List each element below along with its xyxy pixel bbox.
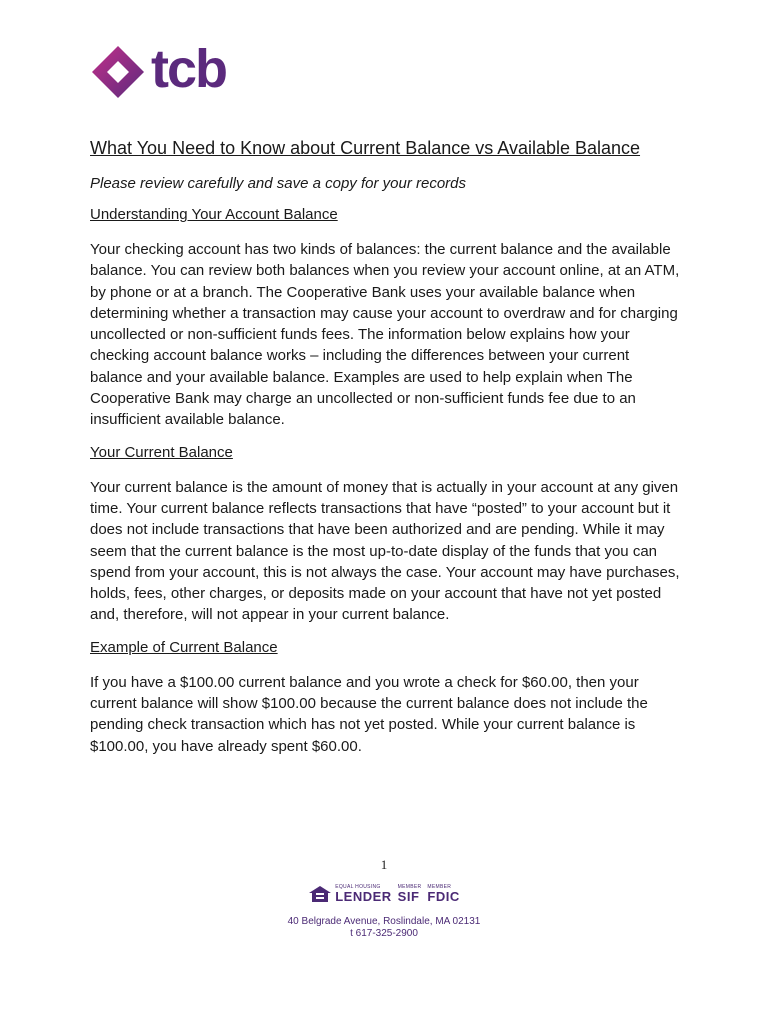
section-body-current-balance: Your current balance is the amount of money that is actually in your account at any given time. Your current balance reflects transactions that have “posted” to your account but it does not include transactions that have been authorized and are pending. While it may seem that the current balance is the most up-to-date display of the funds that you can spend from your account, this is not always the case. Your account may have purchases, holds, fees, other charges, or deposits made on your account that have not yet posted and, therefore, will not appear in your current balance.: [90, 478, 680, 624]
equal-housing-badge: [308, 884, 391, 904]
logo-wordmark: tcb: [151, 39, 226, 99]
membership-badges: [0, 884, 768, 904]
equal-housing-top-label: EQUAL HOUSING: [335, 884, 381, 890]
sif-badge: [398, 884, 422, 904]
equal-housing-house-icon: [308, 885, 332, 903]
page-number: 1: [380, 857, 388, 872]
diamond-logo-icon: [91, 45, 145, 99]
sif-member-label: MEMBER: [397, 884, 422, 890]
section-heading-understanding: Understanding Your Account Balance: [90, 206, 338, 223]
section-body-understanding: Your checking account has two kinds of balances: the current balance and the available balance. You can review both balances when you review your account online, at an ATM, by phone or at a branch. The Cooperative Bank uses your available balance when determining whether a transaction may cause your account to overdraw and for charging uncollected or non-sufficient funds fees. The information below explains how your checking account balance works – including the differences between your current balance and your available balance. Examples are used to help explain when The Cooperative Bank may charge an uncollected or non-sufficient funds fee due to an insufficient available balance.: [90, 241, 680, 429]
fdic-badge: [427, 884, 459, 904]
tcb-logo: [91, 39, 226, 100]
equal-housing-lender-label: LENDER: [335, 889, 392, 904]
sif-label: SIF: [397, 889, 420, 904]
equal-housing-text: [335, 884, 391, 904]
page-footer: [0, 856, 768, 940]
document-subtitle: Please review carefully and save a copy for your records: [90, 175, 467, 192]
fdic-member-label: MEMBER: [427, 884, 452, 890]
section-heading-example: Example of Current Balance: [90, 638, 278, 656]
bank-phone: t 617-325-2900: [350, 928, 418, 939]
document-title: What You Need to Know about Current Balance vs Available Balance: [90, 138, 641, 158]
section-heading-current-balance: Your Current Balance: [90, 443, 233, 461]
document-body: [90, 136, 682, 769]
bank-address: 40 Belgrade Avenue, Roslindale, MA 02131: [287, 916, 481, 927]
section-body-example: If you have a $100.00 current balance and you wrote a check for $60.00, then your current balance will show $100.00 because the current balance does not include the pending check transaction which has not yet posted. While your current balance is $100.00, you have already spent $60.00.: [90, 673, 648, 755]
fdic-label: FDIC: [427, 889, 460, 904]
